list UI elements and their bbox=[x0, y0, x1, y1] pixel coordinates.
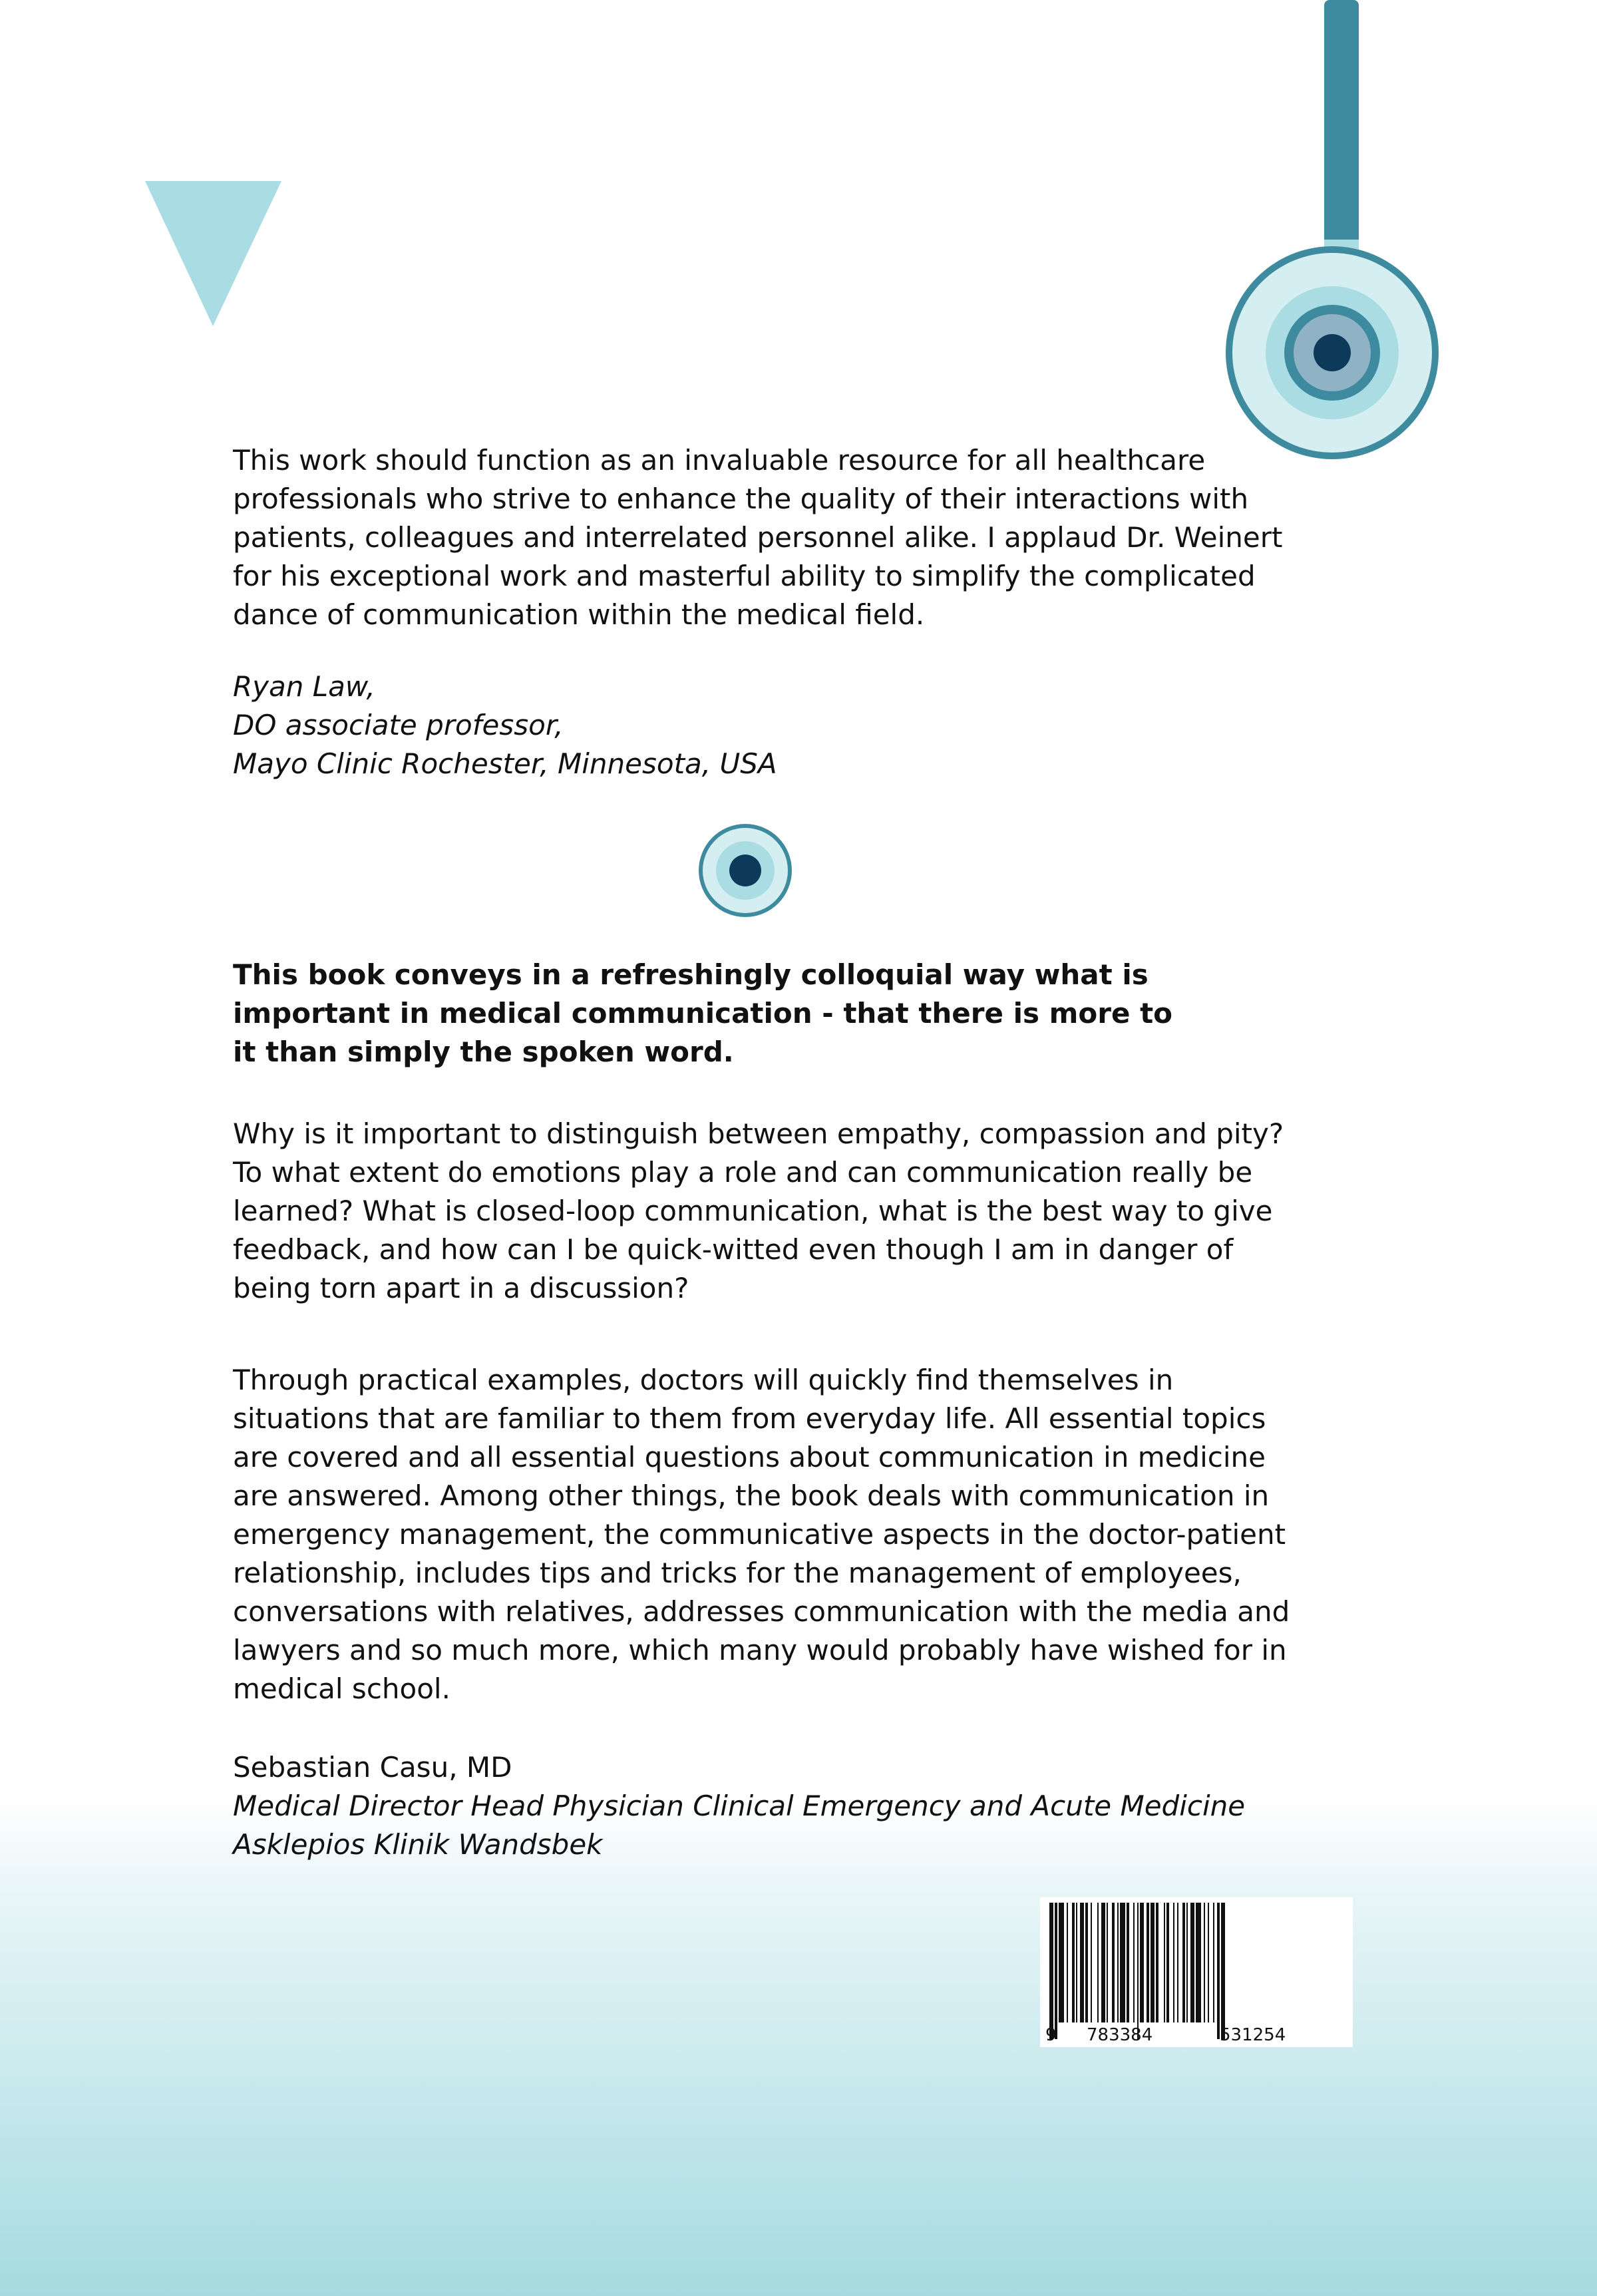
blurb-p2-line: lawyers and so much more, which many would probably have wished for in bbox=[233, 1634, 1287, 1666]
review-1-line: professionals who strive to enhance the quality of their interactions with bbox=[233, 482, 1249, 515]
barcode-bar bbox=[1107, 1903, 1108, 2022]
barcode-bar bbox=[1091, 1903, 1092, 2022]
review-2-affiliation: Asklepios Klinik Wandsbek bbox=[233, 1828, 603, 1861]
barcode-bar bbox=[1072, 1903, 1075, 2022]
blurb-p1-line: being torn apart in a discussion? bbox=[233, 1272, 689, 1304]
review-1-affiliation: Mayo Clinic Rochester, Minnesota, USA bbox=[233, 747, 777, 780]
review-2-attribution bbox=[233, 1748, 1245, 1864]
review-1-title: DO associate professor, bbox=[233, 709, 564, 741]
blurb-p1-line: Why is it important to distinguish between empathy, compassion and pity? bbox=[233, 1117, 1284, 1150]
blurb-lead bbox=[233, 956, 1172, 1071]
blurb-p1-line: To what extent do emotions play a role and can communication really be bbox=[233, 1156, 1253, 1189]
triangle-shape bbox=[145, 181, 281, 326]
blurb-p1-line: feedback, and how can I be quick-witted even though I am in danger of bbox=[233, 1233, 1234, 1266]
barcode-bar bbox=[1156, 1903, 1158, 2022]
blurb-p2-line: conversations with relatives, addresses communication with the media and bbox=[233, 1595, 1290, 1628]
review-2-author: Sebastian Casu, MD bbox=[233, 1751, 512, 1784]
barcode-bar bbox=[1182, 1903, 1185, 2022]
barcode-digit-first: 9 bbox=[1045, 2025, 1057, 2045]
isbn-barcode bbox=[1040, 1897, 1353, 2047]
barcode-bar bbox=[1049, 1903, 1053, 2039]
barcode-bar bbox=[1117, 1903, 1119, 2022]
barcode-bar bbox=[1213, 1903, 1214, 2022]
blurb-p2-line: relationship, includes tips and tricks for the management of employees, bbox=[233, 1557, 1242, 1589]
blurb-lead-line: This book conveys in a refreshingly colloquial way what is bbox=[233, 958, 1149, 991]
blurb-p1-line: learned? What is closed-loop communication, what is the best way to give bbox=[233, 1195, 1273, 1227]
review-1-line: This work should function as an invaluable resource for all healthcare bbox=[233, 444, 1206, 477]
blurb-p2-line: situations that are familiar to them from everyday life. All essential topics bbox=[233, 1402, 1266, 1435]
barcode-bar bbox=[1166, 1903, 1169, 2022]
barcode-bar bbox=[1127, 1903, 1129, 2022]
barcode-bar bbox=[1164, 1903, 1165, 2022]
barcode-bar bbox=[1055, 1903, 1057, 2039]
review-1 bbox=[233, 441, 1282, 634]
barcode-bar bbox=[1085, 1903, 1088, 2022]
barcode-bar bbox=[1217, 1903, 1220, 2039]
blurb-lead-line: important in medical communication - that there is more to bbox=[233, 997, 1173, 1030]
blurb-lead-line: it than simply the spoken word. bbox=[233, 1036, 734, 1068]
barcode-bar bbox=[1076, 1903, 1077, 2022]
barcode-bar bbox=[1080, 1903, 1084, 2022]
barcode-bar bbox=[1112, 1903, 1115, 2022]
barcode-bar bbox=[1140, 1903, 1144, 2022]
review-2-title: Medical Director Head Physician Clinical Emergency and Acute Medicine bbox=[233, 1790, 1246, 1822]
blurb-p2-line: medical school. bbox=[233, 1672, 450, 1705]
review-1-author: Ryan Law, bbox=[233, 670, 375, 703]
stethoscope-tube bbox=[1324, 0, 1359, 253]
barcode-group-1: 783384 bbox=[1087, 2025, 1153, 2045]
review-1-line: for his exceptional work and masterful ability to simplify the complicated bbox=[233, 560, 1256, 592]
barcode-bar bbox=[1133, 1903, 1135, 2022]
barcode-bar bbox=[1097, 1903, 1099, 2022]
chestpiece-center bbox=[1314, 334, 1351, 371]
barcode-bar bbox=[1204, 1903, 1205, 2022]
barcode-bar bbox=[1120, 1903, 1125, 2022]
barcode-bar bbox=[1137, 1903, 1139, 2039]
divider-center bbox=[729, 855, 761, 886]
barcode-group-2: 531254 bbox=[1220, 2025, 1286, 2045]
barcode-bar bbox=[1067, 1903, 1068, 2022]
blurb-p2-line: Through practical examples, doctors will quickly find themselves in bbox=[233, 1364, 1174, 1396]
stethoscope-icon bbox=[1218, 0, 1444, 466]
barcode-bar bbox=[1177, 1903, 1178, 2022]
barcode-bar bbox=[1196, 1903, 1201, 2022]
barcode-bar bbox=[1190, 1903, 1194, 2022]
blurb-paragraph-1 bbox=[233, 1115, 1284, 1308]
barcode-bar bbox=[1208, 1903, 1209, 2022]
blurb-p2-line: emergency management, the communicative aspects in the doctor-patient bbox=[233, 1518, 1286, 1551]
review-1-line: patients, colleagues and interrelated personnel alike. I applaud Dr. Weinert bbox=[233, 521, 1283, 554]
barcode-bar bbox=[1147, 1903, 1149, 2022]
triangle-decoration bbox=[145, 181, 281, 326]
barcode-bar bbox=[1186, 1903, 1188, 2022]
blurb-p2-line: are answered. Among other things, the book deals with communication in bbox=[233, 1479, 1270, 1512]
barcode-bar bbox=[1059, 1903, 1064, 2022]
barcode-bar bbox=[1221, 1903, 1225, 2039]
barcode-bar bbox=[1173, 1903, 1174, 2022]
blurb-paragraph-2 bbox=[233, 1361, 1290, 1708]
barcode-bar bbox=[1101, 1903, 1105, 2022]
blurb-p2-line: are covered and all essential questions about communication in medicine bbox=[233, 1441, 1266, 1473]
review-1-line: dance of communication within the medical field. bbox=[233, 598, 925, 631]
review-1-attribution bbox=[233, 668, 777, 783]
barcode-bar bbox=[1151, 1903, 1154, 2022]
divider-dot-icon bbox=[697, 823, 794, 919]
